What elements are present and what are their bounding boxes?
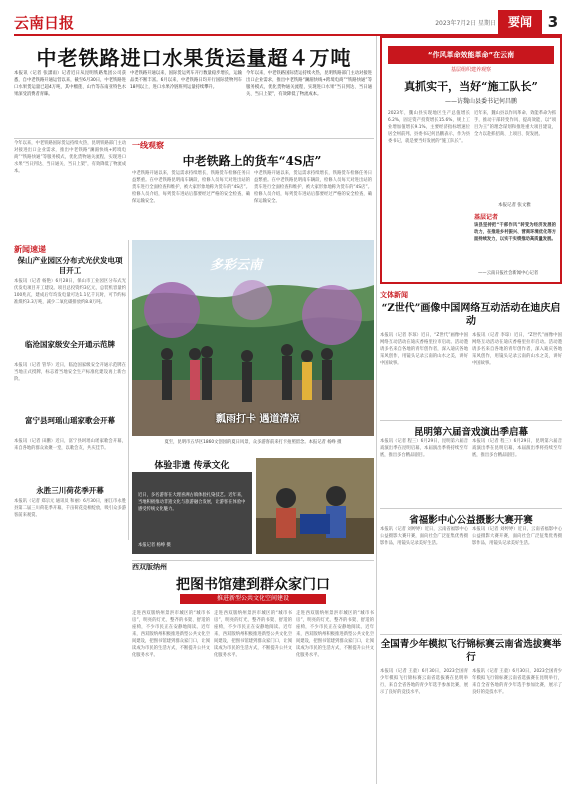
interview-banner-sub: 基层组织建养观察: [450, 67, 491, 73]
feature-photo: [132, 240, 374, 436]
lead-story-cont: 今年以来，中老铁路国际货运持续火热，昆明铁路部门主动对接进出口企业需求，推出中老铁路“澜湄快线+跨境电商”“铁路快通”等服务模式，优化货物通关流程，实现进口水果“当日到达、当日通关、当日上架”，有效降低了物流成本。: [14, 141, 126, 174]
library-title: 把图书馆建到群众家门口: [176, 577, 330, 593]
issue-date: 2023年7月2日 星期日: [435, 20, 496, 27]
right-article3-text-b: 本报讯（记者 刘婷婷）近日，云南省福影中心公益摄影大赛开赛，面向社会广泛征集优秀摄影作品，用镜头记录美好生活。: [472, 527, 562, 546]
mid-section-tag: 一线观察: [132, 141, 164, 150]
interview-box: [380, 36, 562, 284]
left-article2-title: 临沧国家级安全开通示范牌: [25, 340, 115, 349]
left-article4-text: 本报讯（记者 郑宗元 通讯员 和丽）6月30日，丽江市永胜县第二届三川荷花季开幕，千亩荷花竞相绽放，吸引众多游客前来观赏。: [14, 499, 126, 518]
left-article1-text: 本报讯（记者 杨艳）6月28日，保山市工业园区分布式光伏发电项目开工建设。项目总投资约3亿元，总装机容量约100兆瓦，建成后年均发电量可达1.1亿千瓦时，可节约标准煤约3.3万吨，减少二氧化碳排放约8.8万吨。: [14, 279, 126, 305]
mid-section-text-a: 中老铁路开通以来，货运需求持续增长，铁路货车检修任务日益繁重。在中老铁路昆明南车辆段，检修人员每天对进出站的货车进行全面检查和维护，被大家形象地称为货车的“4S店”。检修人员介绍，每列货车进站后都要经过严格的安全检查，确保运输安全。: [132, 171, 250, 204]
right-section-tag: 文体新闻: [380, 291, 408, 299]
page-headline: 中老铁路进口水果货运量超４万吨: [36, 46, 352, 70]
interview-signature: 本报记者 张文雅: [498, 203, 531, 208]
right-article3-text-a: 本报讯（记者 刘婷婷）近日，云南省福影中心公益摄影大赛开赛，面向社会广泛征集优秀摄影作品，用镜头记录美好生活。: [380, 527, 468, 546]
masthead: [14, 10, 562, 36]
right-article2-text-a: 本报讯（记者 程三）6月29日，昆明第六届音戏演出季在昆明启幕，本届演出季将持续至年底，推出多台精品剧目。: [380, 439, 468, 458]
library-text-c: 走进西双版纳州景洪市城区的“城市书房”，明亮的灯光、整齐的书架、舒适的座椅，不少市民正在安静地阅读。近年来，西双版纳州积极推进新型公共文化空间建设，把图书馆建到群众家门口，让阅读成为市民的生活方式，不断提升公共文化服务水平。: [296, 611, 374, 658]
photo-caption: 夏至，昆明市五华区1860文创园的夏日风景，众多游客前来打卡拍照留念。本报记者 杨峥 摄: [164, 440, 342, 445]
right-article1-text-a: 本报讯（记者 李琼）近日，“Z世代”画像中国网络互动活动在迪庆香格里拉市启动。活动邀请多名来自各地的青年创作者，深入迪庆各地采风创作，用镜头记录云南的山水之美，讲好中国故事。: [380, 333, 468, 366]
right-article2-title: 昆明第六届音戏演出季启幕: [413, 427, 528, 438]
culture-credit: 本报记者 杨峥 摄: [138, 543, 171, 548]
interview-subtitle: ——访魏山县委书记何昌鹏: [444, 98, 517, 105]
page-number: 3: [547, 13, 559, 31]
lead-story-p1: 本报讯（记者 张潇雨）记者近日从昆明铁路集团公司获悉，自中老铁路开通运营以来，截至6月30日，中老铁路进口水果货运量已超4万吨，其中榴莲、山竹等东南亚特色水果深受消费者青睐。: [14, 71, 126, 97]
library-text-a: 走进西双版纳州景洪市城区的“城市书房”，明亮的灯光、整齐的书架、舒适的座椅，不少市民正在安静地阅读。近年来，西双版纳州积极推进新型公共文化空间建设，把图书馆建到群众家门口，让阅读成为市民的生活方式，不断提升公共文化服务水平。: [132, 611, 210, 658]
interview-text-a: 2023年，魏山县实现地区生产总值增长6.2%，固定资产投资增长15.6%，规上工业增加值增长9.1%，主要经济指标增速位居全州前列。县委书记何昌鹏表示，作为县委书记，就是要当好发展的“施工队长”。: [388, 111, 470, 144]
right-article3-title: 省福影中心公益摄影大赛开赛: [409, 515, 533, 526]
left-article4-title: 永胜三川荷花季开幕: [36, 486, 104, 495]
left-article3-text: 本报讯（记者 田鹏）近日，富宁县珂瑶山瑶家歌会开幕，来自各地的群众欢聚一堂，以歌会友，共庆佳节。: [14, 439, 126, 451]
interview-title: 真抓实干，当好“施工队长”: [404, 80, 538, 93]
right-article1-text-b: 本报讯（记者 李琼）近日，“Z世代”画像中国网络互动活动在迪庆香格里拉市启动。活动邀请多名来自各地的青年创作者，深入迪庆各地采风创作，用镜头记录云南的山水之美，讲好中国故事。: [472, 333, 562, 366]
library-tag: 西双版纳州: [132, 563, 167, 571]
left-article1-title: 保山产业园区分布式光伏发电项目开工: [17, 256, 123, 275]
left-article3-title: 富宁县珂瑶山瑶家歌会开幕: [25, 416, 115, 425]
left-article2-text: 本报讯（记者 管华）近日，临沧国家级安全开通示范牌在当地正式授牌，标志着当地安全生产标准化建设再上新台阶。: [14, 363, 126, 382]
interview-text-b: 近年来，魏山县以作风革命、效能革命为抓手，推动干部转变作风、提高效能，以“项目为王”的理念谋划和推进重大项目建设，全力以赴抓招商、上项目、促发展。: [474, 111, 556, 137]
interview-note-tag: 基层记者: [474, 214, 499, 221]
left-section-tag: 新闻速递: [14, 245, 46, 254]
section-badge: 要闻: [498, 10, 542, 34]
right-article4-text-a: 本报讯（记者 王童）6月30日，2023全国青少年模拟飞行锦标赛云南省选拔赛在昆明举行，来自全省各地的青少年选手参加比赛，展示了良好的竞技水平。: [380, 669, 468, 695]
interview-banner: “作风革命效能革命”在云南: [388, 46, 554, 64]
library-subtitle: 推进新型公共文化空间建设: [180, 594, 326, 604]
newspaper-logo: 云南日报: [14, 14, 75, 32]
culture-title: 体验非遗 传承文化: [154, 461, 230, 471]
culture-text: 近日，多名游客在大理喜洲古镇体验扎染技艺。近年来，当地积极推动非遗文化与旅游融合发展，让游客在体验中感受传统文化魅力。: [138, 493, 246, 512]
right-article4-text-b: 本报讯（记者 王童）6月30日，2023全国青少年模拟飞行锦标赛云南省选拔赛在昆明举行，来自全省各地的青少年选手参加比赛，展示了良好的竞技水平。: [472, 669, 562, 695]
right-article4-title: 全国青少年模拟飞行锦标赛云南省选拔赛举行: [380, 639, 562, 663]
interview-note-text: 该县坚持把“干部作风”转变为经济发展的动力，在推进乡村振兴、营商环境优化等方面持续发力，以实干实绩推动高质量发展。: [474, 223, 556, 242]
culture-photo: [132, 472, 252, 554]
mid-section-text-b: 中老铁路开通以来，货运需求持续增长，铁路货车检修任务日益繁重。在中老铁路昆明南车辆段，检修人员每天对进出站的货车进行全面检查和维护，被大家形象地称为货车的“4S店”。检修人员介绍，每列货车进站后都要经过严格的安全检查，确保运输安全。: [254, 171, 372, 204]
right-article2-text-b: 本报讯（记者 程三）6月29日，昆明第六届音戏演出季在昆明启幕，本届演出季将持续至年底，推出多台精品剧目。: [472, 439, 562, 458]
interview-note-signature: ——云南日报社会新闻中心记者: [478, 271, 539, 276]
right-article1-title: “Z世代”画像中国网络互动活动在迪庆启动: [381, 303, 561, 327]
photo-banner: 多彩云南: [210, 258, 263, 273]
mid-section-title: 中老铁路上的货车“4S店”: [182, 154, 322, 168]
photo-overlay-title: 瓢雨打卡 遇道清凉: [216, 414, 300, 425]
lead-story-p2: 中老铁路开通以来，国际货运列车开行数量稳步增长，运输品类不断丰富。6月以来，中老铁路日均开行国际货物列车18列以上，进口水果冷链班列运量持续攀升。: [130, 71, 242, 90]
culture-image: [256, 458, 374, 554]
library-text-b: 走进西双版纳州景洪市城区的“城市书房”，明亮的灯光、整齐的书架、舒适的座椅，不少市民正在安静地阅读。近年来，西双版纳州积极推进新型公共文化空间建设，把图书馆建到群众家门口，让阅读成为市民的生活方式，不断提升公共文化服务水平。: [214, 611, 292, 658]
lead-story-p3: 今年以来，中老铁路国际货运持续火热，昆明铁路部门主动对接进出口企业需求，推出中老铁路“澜湄快线+跨境电商”“铁路快通”等服务模式，优化货物通关流程，实现进口水果“当日到达、当日通关、当日上架”，有效降低了物流成本。: [246, 71, 372, 97]
